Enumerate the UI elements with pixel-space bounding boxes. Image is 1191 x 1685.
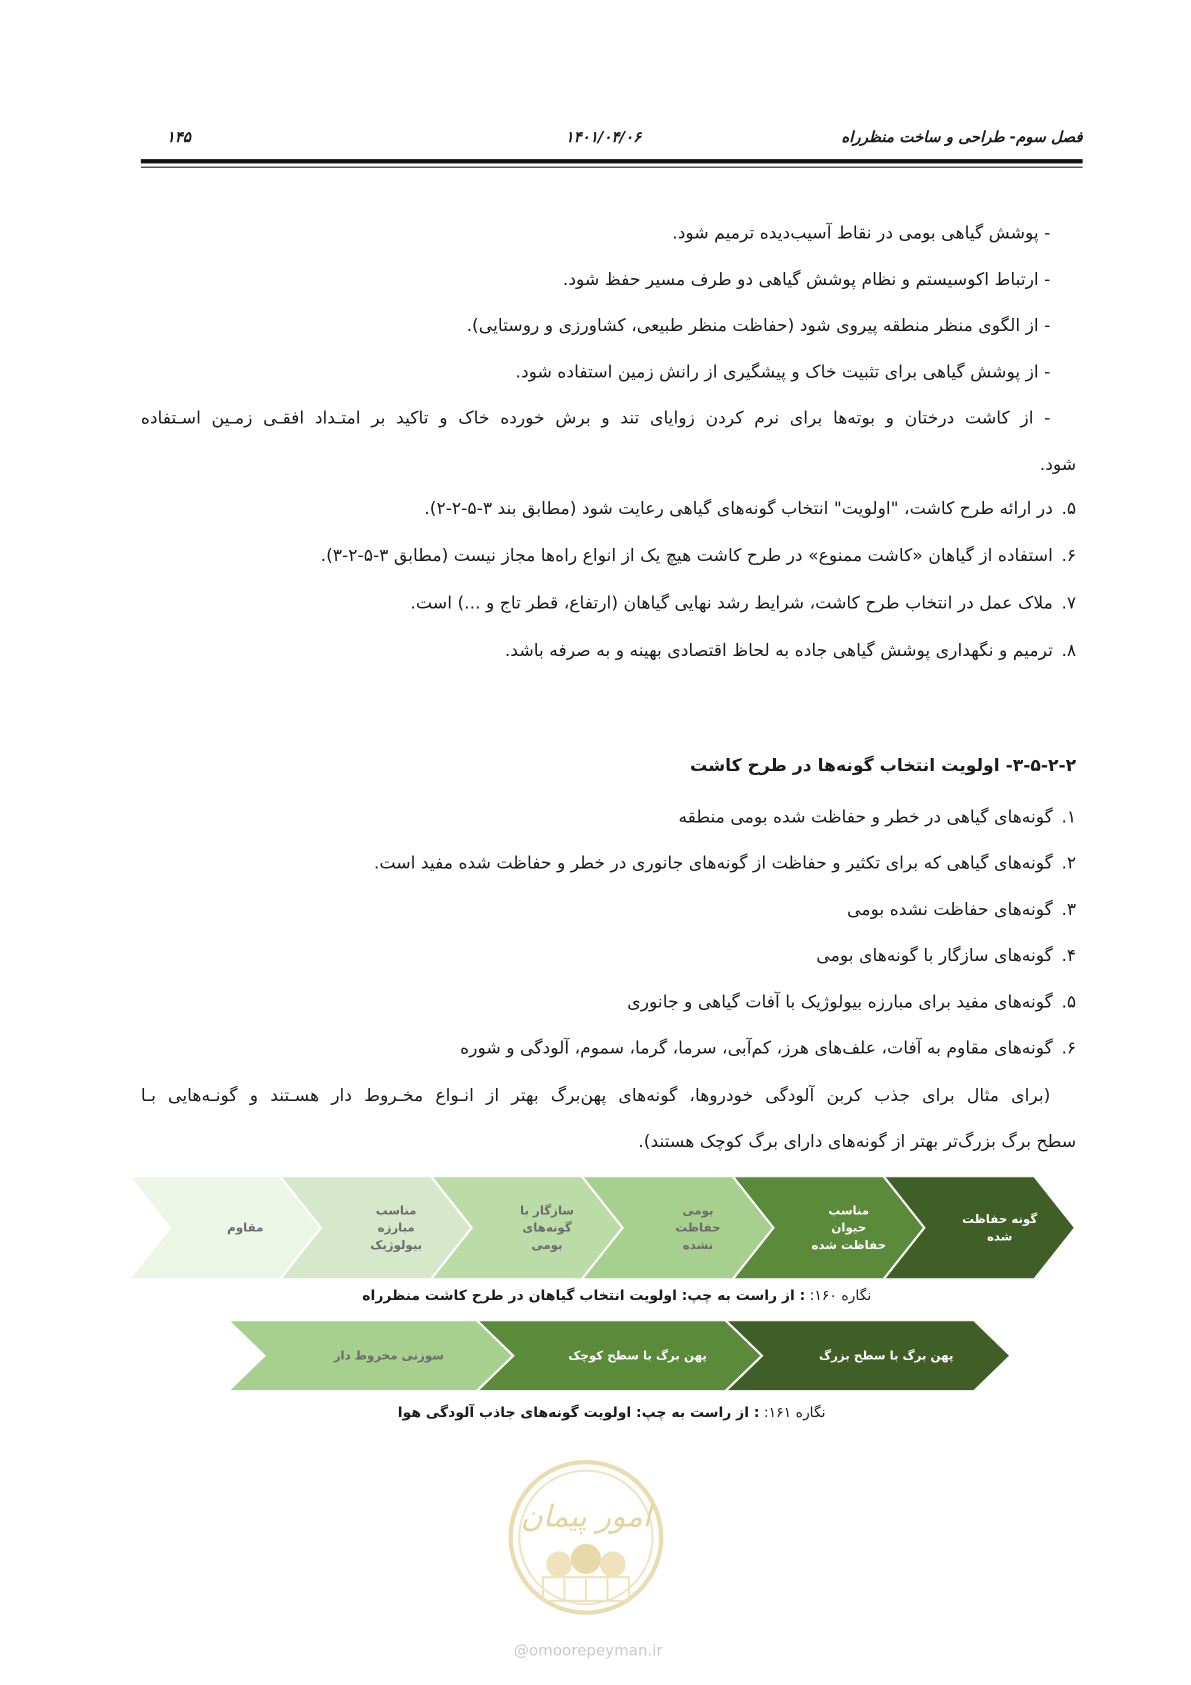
note-line: سطح برگ بزرگ‌تر بهتر از گونه‌های دارای برگ کوچک هستند). [638,1131,1077,1152]
item-text: گونه‌های مقاوم به آفات، علف‌های هرز، کم‌آبی، سرما، گرما، سموم، آلودگی و شوره [460,1037,1053,1058]
chevron-label: پهن برگ با سطح بزرگ [819,1348,954,1363]
item-text: ملاک عمل در انتخاب طرح کاشت، شرایط رشد نهایی گیاهان (ارتفاع، قطر تاج و ...) است. [410,592,1053,613]
numbered-item [505,640,1076,660]
item-number: ۲. [1061,852,1077,873]
chevron-step [725,1320,1010,1391]
chevron-label: سازگار با [520,1203,575,1218]
chevron-label: گونه‌های [522,1220,572,1235]
chevron-label: مناسب [828,1203,870,1218]
note-line: (برای مثال برای جذب کربن آلودگی خودروها، گونه‌های پهن‌برگ بهتر از انـواع مخـروط دار هسـتند و گونـه‌هایی بـا [140,1084,1051,1106]
numbered-item [424,498,1076,518]
chapter-title: فصل سوم- طراحی و ساخت منظرراه [841,129,1083,147]
caption-prefix: نگاره ۱۶۱: [759,1405,826,1422]
chevron-label: بومی [682,1203,714,1218]
item-text: استفاده از گیاهان «کاشت ممنوع» در طرح کاشت هیچ یک از انواع راه‌ها مجاز نیست (مطابق ۳-۵-۲-۳). [320,545,1053,566]
item-number: ۶. [1061,545,1077,566]
priority-item [374,853,1076,873]
item-text: گونه‌های حفاظت نشده بومی [847,898,1053,920]
item-number: ۴. [1061,945,1077,966]
dash-item: - از کاشت درختان و بوته‌ها برای نرم کردن زوایای تند و برش خورده خاک و تاکید بر امتـداد افقـی زمـین اسـتفاده [140,407,1051,428]
chevron-label: نشده [682,1237,714,1252]
item-text: در ارائه طرح کاشت، "اولویت" انتخاب گونه‌های گیاهی رعایت شود (مطابق بند ۳-۵-۲-۲). [424,497,1053,519]
caption-text: : از راست به چپ: اولویت گونه‌های جاذب آلودگی هوا [397,1405,760,1422]
numbered-item [321,545,1077,565]
item-text: گونه‌های مفید برای مبارزه بیولوژیک با آفات گیاهی و جانوری [627,991,1053,1012]
dash-item: - پوشش گیاهی بومی در نقاط آسیب‌دیده ترمیم شود. [672,222,1051,243]
item-text: گونه‌های سازگار با گونه‌های بومی [816,945,1053,966]
chevron-label: حفاظت شده [811,1237,887,1252]
numbered-item [410,592,1076,612]
item-text: گونه‌های گیاهی در خطر و حفاظت شده بومی منطقه [678,806,1053,827]
chevron-label: شده [986,1229,1013,1244]
chevron-label: مناسب [375,1203,417,1218]
figure-161-chevron-diagram [228,1320,1011,1391]
chevron-step [129,1176,321,1279]
section-heading: ۳-۵-۲-۲- اولویت انتخاب گونه‌ها در طرح کاشت [689,754,1077,776]
dash-item: - از الگوی منظر منطقه پیروی شود (حفاظت منظر طبیعی، کشاورزی و روستایی). [466,315,1051,336]
header-rule-thin [141,167,1083,168]
chevron-label: بیولوژیک [370,1237,423,1252]
priority-item [678,806,1076,826]
item-text: ترمیم و نگهداری پوشش گیاهی جاده به لحاظ اقتصادی بهینه و به صرفه باشد. [504,639,1053,661]
chevron-label: مقاوم [227,1220,264,1235]
caption-prefix: نگاره ۱۶۰: [805,1287,872,1305]
chevron-label: حفاظت [675,1220,721,1235]
item-number: ۵. [1061,991,1077,1012]
chevron-label: پهن برگ با سطح کوچک [568,1348,707,1363]
priority-item [460,1037,1076,1057]
item-number: ۵. [1061,497,1077,519]
dash-item: - از پوشش گیاهی برای تثبیت خاک و پیشگیری از رانش زمین استفاده شود. [515,361,1051,382]
chevron-label: بومی [531,1237,563,1252]
priority-item [627,991,1076,1011]
dash-item-continuation: شود. [1039,453,1077,475]
item-number: ۸. [1061,639,1077,661]
caption-text: : از راست به چپ: اولویت انتخاب گیاهان در طرح کاشت منظرراه [362,1287,806,1305]
item-number: ۷. [1061,592,1077,613]
chevron-step [228,1320,513,1391]
item-text: گونه‌های گیاهی که برای تکثیر و حفاظت از گونه‌های جانوری در خطر و حفاظت شده مفید است. [373,852,1053,873]
watermark-url-text: omoorepeyman.ir [528,1642,663,1660]
header-date: ۱۴۰۱/۰۴/۰۶ [565,129,642,147]
figure-160-chevron-diagram [129,1176,1075,1279]
chevron-label: سوزنی مخروط دار [333,1348,444,1363]
page-number: ۱۴۵ [166,129,191,147]
item-number: ۶. [1061,1037,1077,1058]
chevron-label: حیوان [831,1220,867,1235]
figure-161-caption [398,1405,826,1421]
chevron-shape [129,1176,321,1279]
chevron-label: مبارزه [377,1220,415,1235]
watermark-logo-text: امور پیمان [520,1499,652,1535]
figure-160-caption [362,1288,871,1304]
header-rule-thick [141,159,1083,163]
dash-item: - ارتباط اکوسیستم و نظام پوشش گیاهی دو طرف مسیر حفظ شود. [562,268,1051,290]
chevron-label: گونه حفاظت [962,1212,1038,1227]
priority-item [816,945,1076,965]
watermark-url [514,1643,663,1660]
page-header [141,129,1083,153]
at-icon: @ [513,1642,529,1660]
item-number: ۳. [1061,898,1077,920]
watermark-logo [505,1457,666,1618]
priority-item [847,899,1076,919]
chevron-step [477,1320,762,1391]
item-number: ۱. [1061,806,1077,827]
